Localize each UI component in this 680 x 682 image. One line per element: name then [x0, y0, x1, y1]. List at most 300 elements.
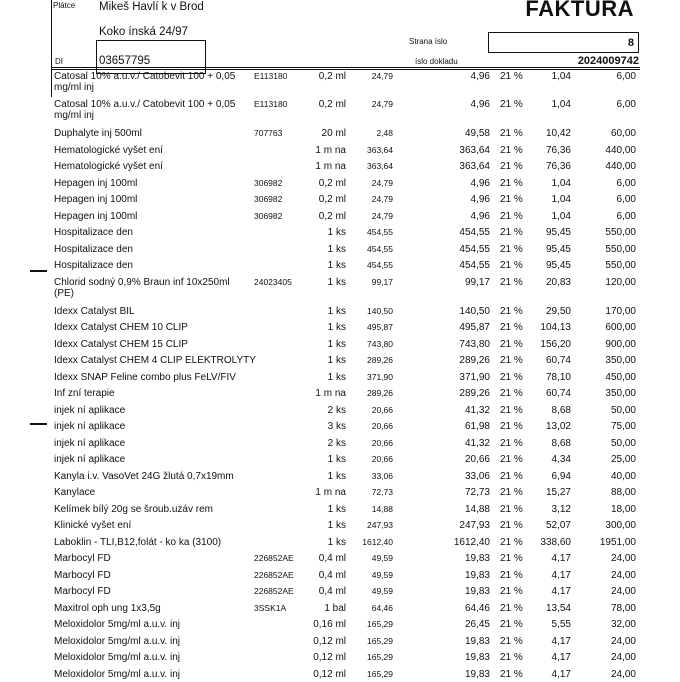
cell-tax: 104,13 [540, 322, 571, 333]
cell-total: 350,00 [605, 388, 636, 399]
cell-code: 306982 [254, 211, 283, 221]
table-row [0, 274, 680, 299]
cell-qty: 0,4 ml [318, 553, 346, 564]
cell-tax: 6,94 [551, 471, 571, 482]
cell-qty: 0,4 ml [318, 586, 346, 597]
cell-qty: 1 bal [324, 603, 346, 614]
cell-name: Hepagen inj 100ml [54, 211, 138, 222]
cell-name2: (PE) [54, 288, 74, 299]
di-label: DI [55, 57, 63, 66]
table-row [0, 303, 680, 319]
cell-base: 41,32 [464, 405, 490, 416]
cell-name: Hepagen inj 100ml [54, 178, 138, 189]
cell-qty: 1 ks [327, 471, 346, 482]
cell-total: 300,00 [605, 520, 636, 531]
cell-name: Hematologické vyšet ení [54, 161, 163, 172]
margin-mark [30, 423, 47, 425]
table-row [0, 158, 680, 174]
cell-qty: 1 ks [327, 520, 346, 531]
cell-total: 40,00 [610, 471, 636, 482]
table-row [0, 96, 680, 121]
cell-qty: 1 ks [327, 322, 346, 333]
table-row [0, 418, 680, 434]
cell-qty: 1 ks [327, 454, 346, 465]
cell-total: 6,00 [616, 211, 636, 222]
cell-base: 371,90 [459, 372, 490, 383]
cell-price: 33,06 [371, 471, 393, 481]
cell-tax: 1,04 [551, 211, 571, 222]
cell-name2: mg/ml inj [54, 82, 95, 93]
invoice-title: FAKTURA [525, 0, 634, 21]
cell-vat: 21 % [500, 487, 523, 498]
cell-base: 19,83 [464, 553, 490, 564]
cell-price: 20,66 [371, 421, 393, 431]
cell-qty: 20 ml [321, 128, 346, 139]
cell-total: 6,00 [616, 99, 636, 110]
cell-qty: 2 ks [327, 405, 346, 416]
cell-qty: 1 ks [327, 277, 346, 288]
cell-price: 49,59 [371, 570, 393, 580]
cell-price: 49,59 [371, 586, 393, 596]
cell-price: 165,29 [367, 636, 393, 646]
cell-name: Klinické vyšet ení [54, 520, 132, 531]
cell-vat: 21 % [500, 619, 523, 630]
cell-vat: 21 % [500, 322, 523, 333]
cell-tax: 1,04 [551, 194, 571, 205]
cell-total: 78,00 [610, 603, 636, 614]
cell-base: 4,96 [470, 71, 490, 82]
table-row [0, 468, 680, 484]
table-row [0, 175, 680, 191]
cell-vat: 21 % [500, 537, 523, 548]
cell-total: 600,00 [605, 322, 636, 333]
cell-qty: 1 m na [315, 145, 346, 156]
cell-code: 24023405 [254, 277, 292, 287]
cell-base: 20,66 [464, 454, 490, 465]
cell-base: 72,73 [464, 487, 490, 498]
cell-price: 454,55 [367, 244, 393, 254]
cell-vat: 21 % [500, 161, 523, 172]
cell-base: 454,55 [459, 244, 490, 255]
cell-price: 72,73 [371, 487, 393, 497]
cell-name: Idexx Catalyst CHEM 4 CLIP ELEKTROLYTY [54, 355, 256, 366]
cell-tax: 8,68 [551, 438, 571, 449]
cell-name: Meloxidolor 5mg/ml a.u.v. inj [54, 669, 180, 680]
cell-code: E113180 [254, 99, 288, 109]
cell-tax: 76,36 [545, 145, 571, 156]
cell-vat: 21 % [500, 178, 523, 189]
table-row [0, 501, 680, 517]
cell-vat: 21 % [500, 471, 523, 482]
cell-qty: 1 ks [327, 260, 346, 271]
cell-price: 24,79 [371, 71, 393, 81]
cell-total: 24,00 [610, 669, 636, 680]
cell-price: 454,55 [367, 227, 393, 237]
cell-vat: 21 % [500, 388, 523, 399]
cell-qty: 0,2 ml [318, 178, 346, 189]
cell-total: 450,00 [605, 372, 636, 383]
cell-tax: 338,60 [540, 537, 571, 548]
cell-total: 6,00 [616, 194, 636, 205]
cell-price: 14,88 [371, 504, 393, 514]
cell-tax: 4,17 [551, 636, 571, 647]
cell-vat: 21 % [500, 405, 523, 416]
cell-vat: 21 % [500, 520, 523, 531]
cell-price: 289,26 [367, 388, 393, 398]
cell-price: 20,66 [371, 405, 393, 415]
cell-price: 24,79 [371, 178, 393, 188]
cell-base: 1612,40 [453, 537, 490, 548]
cell-qty: 0,2 ml [318, 211, 346, 222]
cell-code: 707763 [254, 128, 283, 138]
cell-vat: 21 % [500, 586, 523, 597]
cell-base: 61,98 [464, 421, 490, 432]
table-row [0, 616, 680, 632]
cell-base: 140,50 [459, 306, 490, 317]
cell-base: 363,64 [459, 161, 490, 172]
cell-name: Idexx Catalyst CHEM 10 CLIP [54, 322, 188, 333]
cell-code: 226852AE [254, 553, 294, 563]
cell-code: 226852AE [254, 570, 294, 580]
cell-price: 363,64 [367, 161, 393, 171]
cell-name: Kelímek bílý 20g se šroub.uzáv rem [54, 504, 213, 515]
cell-name: Marbocyl FD [54, 570, 111, 581]
cell-total: 170,00 [605, 306, 636, 317]
cell-base: 454,55 [459, 227, 490, 238]
cell-price: 20,66 [371, 438, 393, 448]
cell-qty: 1 ks [327, 537, 346, 548]
cell-base: 19,83 [464, 652, 490, 663]
page-value: 8 [627, 37, 634, 49]
cell-total: 550,00 [605, 227, 636, 238]
cell-price: 165,29 [367, 652, 393, 662]
cell-base: 363,64 [459, 145, 490, 156]
cell-name: Hepagen inj 100ml [54, 194, 138, 205]
cell-base: 4,96 [470, 99, 490, 110]
cell-name: Idexx Catalyst CHEM 15 CLIP [54, 339, 188, 350]
cell-total: 440,00 [605, 161, 636, 172]
di-value: 03657795 [99, 55, 151, 67]
cell-qty: 1 ks [327, 306, 346, 317]
cell-code: E113180 [254, 71, 288, 81]
cell-tax: 4,17 [551, 553, 571, 564]
cell-name2: mg/ml inj [54, 110, 95, 121]
cell-vat: 21 % [500, 636, 523, 647]
cell-tax: 20,83 [545, 277, 571, 288]
cell-qty: 3 ks [327, 421, 346, 432]
page-label: Strana íslo [409, 37, 448, 46]
cell-total: 550,00 [605, 260, 636, 271]
cell-price: 1612,40 [362, 537, 393, 547]
cell-name: Maxitrol oph ung 1x3,5g [54, 603, 161, 614]
cell-qty: 0,12 ml [313, 652, 346, 663]
page-box [488, 32, 639, 53]
cell-name: Hospitalizace den [54, 260, 133, 271]
docnum-value: 2024009742 [577, 55, 639, 67]
cell-base: 289,26 [459, 355, 490, 366]
cell-base: 19,83 [464, 636, 490, 647]
cell-vat: 21 % [500, 260, 523, 271]
table-row [0, 191, 680, 207]
cell-total: 550,00 [605, 244, 636, 255]
cell-tax: 29,50 [545, 306, 571, 317]
cell-total: 900,00 [605, 339, 636, 350]
cell-base: 4,96 [470, 211, 490, 222]
cell-qty: 0,2 ml [318, 99, 346, 110]
table-row [0, 633, 680, 649]
cell-total: 24,00 [610, 553, 636, 564]
cell-total: 50,00 [610, 405, 636, 416]
cell-vat: 21 % [500, 277, 523, 288]
cell-total: 88,00 [610, 487, 636, 498]
cell-name: Idexx Catalyst BIL [54, 306, 135, 317]
cell-name: Marbocyl FD [54, 553, 111, 564]
payer-name: Mikeš Havlí k v Brod [99, 1, 204, 13]
cell-price: 371,90 [367, 372, 393, 382]
cell-code: 306982 [254, 178, 283, 188]
cell-total: 25,00 [610, 454, 636, 465]
cell-tax: 13,54 [545, 603, 571, 614]
cell-base: 19,83 [464, 570, 490, 581]
cell-code: 3SSK1A [254, 603, 287, 613]
cell-name: Hospitalizace den [54, 227, 133, 238]
cell-price: 165,29 [367, 619, 393, 629]
table-row [0, 517, 680, 533]
table-row [0, 451, 680, 467]
cell-tax: 95,45 [545, 227, 571, 238]
payer-label: Plátce [53, 1, 76, 10]
cell-qty: 1 m na [315, 161, 346, 172]
cell-name: injek ní aplikace [54, 438, 126, 449]
cell-vat: 21 % [500, 603, 523, 614]
cell-total: 24,00 [610, 652, 636, 663]
cell-base: 19,83 [464, 586, 490, 597]
table-row [0, 583, 680, 599]
cell-base: 99,17 [464, 277, 490, 288]
cell-tax: 52,07 [545, 520, 571, 531]
cell-qty: 1 ks [327, 504, 346, 515]
cell-name: Marbocyl FD [54, 586, 111, 597]
cell-price: 454,55 [367, 260, 393, 270]
cell-price: 363,64 [367, 145, 393, 155]
cell-qty: 0,2 ml [318, 194, 346, 205]
cell-total: 24,00 [610, 570, 636, 581]
cell-tax: 1,04 [551, 71, 571, 82]
cell-base: 289,26 [459, 388, 490, 399]
cell-qty: 0,2 ml [318, 71, 346, 82]
docnum-label: íslo dokladu [415, 57, 458, 66]
cell-code: 306982 [254, 194, 283, 204]
table-row [0, 534, 680, 550]
cell-qty: 1 m na [315, 487, 346, 498]
cell-tax: 95,45 [545, 244, 571, 255]
cell-tax: 5,55 [551, 619, 571, 630]
cell-tax: 4,34 [551, 454, 571, 465]
cell-price: 64,46 [371, 603, 393, 613]
table-row [0, 208, 680, 224]
table-row [0, 484, 680, 500]
cell-total: 6,00 [616, 178, 636, 189]
cell-vat: 21 % [500, 421, 523, 432]
cell-name: Kanylace [54, 487, 96, 498]
table-row [0, 369, 680, 385]
table-row [0, 319, 680, 335]
cell-base: 743,80 [459, 339, 490, 350]
cell-vat: 21 % [500, 211, 523, 222]
cell-code: 226852AE [254, 586, 294, 596]
cell-qty: 1 m na [315, 388, 346, 399]
cell-qty: 1 ks [327, 244, 346, 255]
cell-base: 49,58 [464, 128, 490, 139]
cell-name: injek ní aplikace [54, 454, 126, 465]
cell-price: 165,29 [367, 669, 393, 679]
margin-mark [30, 270, 47, 272]
cell-vat: 21 % [500, 570, 523, 581]
table-row [0, 241, 680, 257]
cell-price: 289,26 [367, 355, 393, 365]
cell-price: 24,79 [371, 99, 393, 109]
cell-vat: 21 % [500, 504, 523, 515]
cell-name: Laboklin - TLI,B12,folát - ko ka (3100) [54, 537, 222, 548]
cell-tax: 156,20 [540, 339, 571, 350]
cell-tax: 8,68 [551, 405, 571, 416]
cell-price: 247,93 [367, 520, 393, 530]
cell-total: 75,00 [610, 421, 636, 432]
cell-price: 99,17 [371, 277, 393, 287]
cell-tax: 4,17 [551, 586, 571, 597]
cell-qty: 0,4 ml [318, 570, 346, 581]
cell-vat: 21 % [500, 454, 523, 465]
cell-qty: 0,12 ml [313, 669, 346, 680]
cell-name: injek ní aplikace [54, 421, 126, 432]
cell-vat: 21 % [500, 71, 523, 82]
cell-vat: 21 % [500, 227, 523, 238]
table-row [0, 142, 680, 158]
cell-tax: 10,42 [545, 128, 571, 139]
cell-name: Meloxidolor 5mg/ml a.u.v. inj [54, 652, 180, 663]
cell-base: 41,32 [464, 438, 490, 449]
cell-qty: 1 ks [327, 355, 346, 366]
table-row [0, 352, 680, 368]
cell-tax: 76,36 [545, 161, 571, 172]
cell-name: Meloxidolor 5mg/ml a.u.v. inj [54, 636, 180, 647]
table-row [0, 600, 680, 616]
cell-name: Kanyla i.v. VasoVet 24G žlutá 0,7x19mm [54, 471, 234, 482]
cell-vat: 21 % [500, 128, 523, 139]
cell-total: 1951,00 [599, 537, 636, 548]
cell-base: 14,88 [464, 504, 490, 515]
cell-price: 495,87 [367, 322, 393, 332]
cell-tax: 4,17 [551, 669, 571, 680]
table-row [0, 567, 680, 583]
table-row [0, 402, 680, 418]
cell-total: 18,00 [610, 504, 636, 515]
cell-qty: 1 ks [327, 227, 346, 238]
cell-price: 24,79 [371, 194, 393, 204]
cell-base: 33,06 [464, 471, 490, 482]
cell-qty: 2 ks [327, 438, 346, 449]
cell-tax: 3,12 [551, 504, 571, 515]
cell-total: 50,00 [610, 438, 636, 449]
cell-vat: 21 % [500, 355, 523, 366]
cell-price: 140,50 [367, 306, 393, 316]
cell-qty: 1 ks [327, 372, 346, 383]
cell-price: 743,80 [367, 339, 393, 349]
cell-tax: 4,17 [551, 570, 571, 581]
table-row [0, 435, 680, 451]
table-row [0, 550, 680, 566]
cell-price: 2,48 [376, 128, 393, 138]
cell-total: 440,00 [605, 145, 636, 156]
cell-total: 24,00 [610, 636, 636, 647]
cell-tax: 95,45 [545, 260, 571, 271]
cell-vat: 21 % [500, 652, 523, 663]
cell-vat: 21 % [500, 438, 523, 449]
table-row [0, 224, 680, 240]
cell-name: Idexx SNAP Feline combo plus FeLV/FIV [54, 372, 236, 383]
cell-name: injek ní aplikace [54, 405, 126, 416]
cell-qty: 1 ks [327, 339, 346, 350]
cell-price: 24,79 [371, 211, 393, 221]
cell-base: 4,96 [470, 194, 490, 205]
cell-name: Hospitalizace den [54, 244, 133, 255]
cell-total: 350,00 [605, 355, 636, 366]
cell-qty: 0,12 ml [313, 636, 346, 647]
cell-tax: 60,74 [545, 355, 571, 366]
cell-vat: 21 % [500, 372, 523, 383]
cell-name: Inf zní terapie [54, 388, 115, 399]
cell-tax: 4,17 [551, 652, 571, 663]
cell-name: Hematologické vyšet ení [54, 145, 163, 156]
cell-base: 26,45 [464, 619, 490, 630]
cell-tax: 78,10 [545, 372, 571, 383]
table-row [0, 336, 680, 352]
cell-base: 19,83 [464, 669, 490, 680]
payer-street: Koko ínská 24/97 [99, 26, 188, 38]
table-row [0, 385, 680, 401]
table-row [0, 68, 680, 93]
cell-vat: 21 % [500, 669, 523, 680]
cell-total: 32,00 [610, 619, 636, 630]
cell-vat: 21 % [500, 244, 523, 255]
cell-tax: 13,02 [545, 421, 571, 432]
cell-name: Catosal 10% a.u.v./ Catobevit 100 + 0,05 [54, 99, 236, 110]
cell-tax: 15,27 [545, 487, 571, 498]
cell-name: Duphalyte inj 500ml [54, 128, 142, 139]
cell-base: 64,46 [464, 603, 490, 614]
cell-price: 20,66 [371, 454, 393, 464]
table-row [0, 257, 680, 273]
cell-tax: 1,04 [551, 99, 571, 110]
cell-vat: 21 % [500, 553, 523, 564]
cell-qty: 0,16 ml [313, 619, 346, 630]
cell-total: 6,00 [616, 71, 636, 82]
cell-base: 454,55 [459, 260, 490, 271]
cell-vat: 21 % [500, 99, 523, 110]
cell-base: 247,93 [459, 520, 490, 531]
cell-price: 49,59 [371, 553, 393, 563]
table-row [0, 649, 680, 665]
cell-total: 120,00 [605, 277, 636, 288]
table-row [0, 125, 680, 141]
cell-base: 495,87 [459, 322, 490, 333]
cell-name: Catosal 10% a.u.v./ Catobevit 100 + 0,05 [54, 71, 236, 82]
cell-name: Meloxidolor 5mg/ml a.u.v. inj [54, 619, 180, 630]
cell-total: 24,00 [610, 586, 636, 597]
cell-vat: 21 % [500, 306, 523, 317]
cell-vat: 21 % [500, 339, 523, 350]
cell-vat: 21 % [500, 194, 523, 205]
